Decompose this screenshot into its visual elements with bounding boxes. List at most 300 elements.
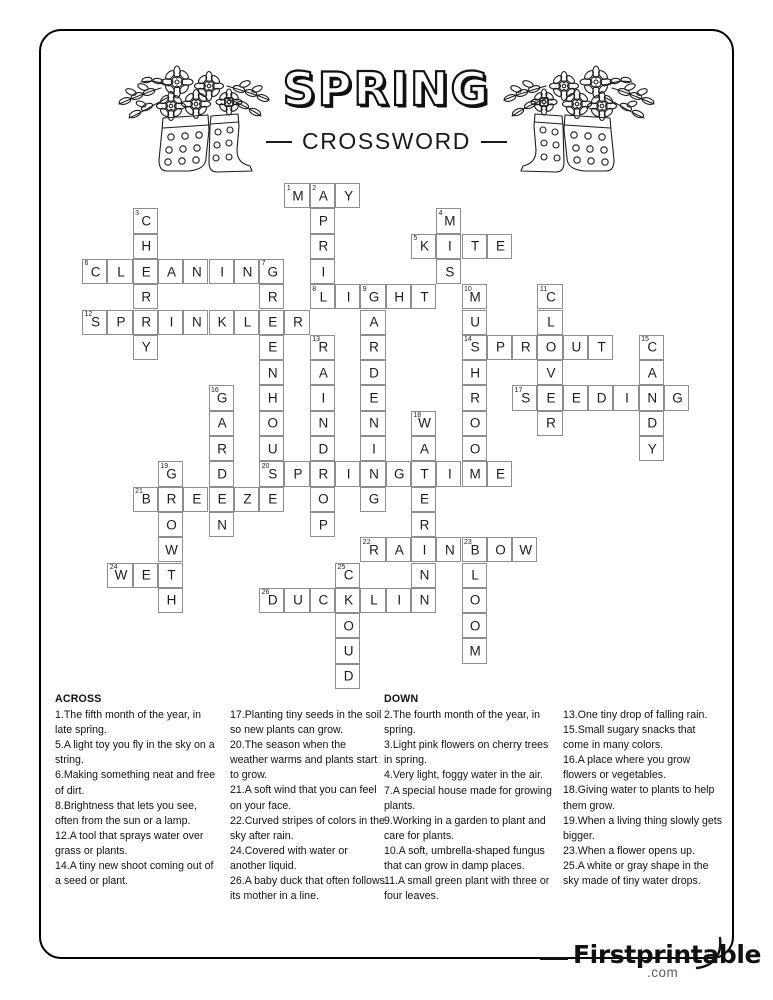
cell-letter: T	[597, 339, 606, 355]
grid-cell[interactable]	[234, 487, 259, 512]
grid-cell[interactable]	[462, 638, 487, 663]
cell-number: 16	[211, 386, 219, 394]
grid-cell[interactable]	[639, 411, 664, 436]
grid-cell[interactable]	[158, 537, 183, 562]
cell-letter: G	[368, 289, 380, 305]
grid-cell[interactable]	[411, 487, 436, 512]
cell-letter: N	[647, 390, 658, 406]
grid-cell[interactable]	[462, 234, 487, 259]
grid-cell[interactable]	[360, 588, 385, 613]
cell-letter: M	[469, 643, 481, 659]
grid-cell[interactable]	[335, 588, 360, 613]
grid-cell[interactable]	[487, 335, 512, 360]
clue-item: 19.When a living thing slowly gets bigger.	[563, 814, 722, 842]
clue-item: 2.The fourth month of the year, in spring.	[384, 709, 541, 737]
grid-cell[interactable]	[335, 563, 360, 588]
cell-letter: E	[546, 390, 556, 406]
cell-letter: G	[672, 390, 683, 406]
grid-cell[interactable]	[462, 310, 487, 335]
grid-cell[interactable]	[487, 537, 512, 562]
cell-letter: U	[293, 592, 303, 608]
cell-letter: W	[519, 542, 533, 558]
cell-letter: U	[343, 643, 354, 659]
grid-cell[interactable]	[664, 385, 689, 410]
grid-cell[interactable]	[82, 310, 107, 335]
cell-letter: O	[545, 339, 557, 355]
grid-cell[interactable]	[310, 436, 335, 461]
cell-letter: I	[321, 390, 326, 406]
grid-cell[interactable]	[537, 310, 562, 335]
cell-letter: G	[166, 466, 177, 482]
cell-letter: L	[117, 263, 125, 279]
grid-cell[interactable]	[209, 487, 234, 512]
cell-number: 26	[261, 589, 270, 597]
subtitle-row	[259, 128, 514, 155]
grid-cell[interactable]	[133, 259, 158, 284]
grid-cell[interactable]	[107, 259, 132, 284]
clue-item: 4.Very light, foggy water in the air.	[384, 769, 543, 782]
cell-letter: N	[191, 314, 202, 330]
grid-cell[interactable]	[462, 537, 487, 562]
cell-letter: I	[447, 466, 452, 482]
grid-cell[interactable]	[487, 461, 512, 486]
grid-cell[interactable]	[310, 335, 335, 360]
cell-letter: S	[445, 263, 455, 279]
grid-cell[interactable]	[158, 588, 183, 613]
grid-cell[interactable]	[259, 335, 284, 360]
grid-cell[interactable]	[310, 512, 335, 537]
grid-cell[interactable]	[259, 310, 284, 335]
grid-cell[interactable]	[284, 588, 309, 613]
cell-letter: N	[191, 263, 202, 279]
grid-cell[interactable]	[335, 638, 360, 663]
grid-cell[interactable]	[234, 310, 259, 335]
grid-cell[interactable]	[462, 360, 487, 385]
grid-cell[interactable]	[411, 537, 436, 562]
grid-cell[interactable]	[259, 588, 284, 613]
grid-cell[interactable]	[462, 284, 487, 309]
grid-cell[interactable]	[639, 335, 664, 360]
grid-cell[interactable]	[133, 208, 158, 233]
clue-item: 20.The season when the weather warms and plants start to grow.	[230, 739, 378, 782]
cell-letter: G	[368, 491, 380, 507]
cell-letter: N	[369, 466, 379, 482]
cell-letter: N	[217, 516, 228, 532]
cell-letter: L	[547, 314, 555, 330]
cell-letter: E	[495, 238, 505, 254]
cell-number: 12	[84, 311, 93, 318]
grid-cell[interactable]	[209, 461, 234, 486]
cell-letter: N	[318, 415, 329, 431]
grid-cell[interactable]	[639, 436, 664, 461]
rule-left	[266, 141, 292, 143]
grid-cell[interactable]	[209, 310, 234, 335]
down-heading: DOWN	[384, 693, 419, 705]
cell-letter: M	[469, 466, 481, 482]
grid-cell[interactable]	[537, 284, 562, 309]
grid-cell[interactable]	[360, 487, 385, 512]
grid-cell[interactable]	[360, 537, 385, 562]
across-clues-column-1	[55, 692, 217, 889]
cell-letter: R	[141, 314, 152, 330]
cell-letter: R	[369, 339, 379, 355]
grid-cell[interactable]	[158, 487, 183, 512]
grid-cell[interactable]	[310, 259, 335, 284]
cell-number: 24	[109, 564, 118, 571]
grid-cell[interactable]	[310, 461, 335, 486]
grid-cell[interactable]	[411, 284, 436, 309]
cell-letter: K	[217, 314, 227, 330]
worksheet-header	[39, 48, 734, 173]
cell-letter: H	[166, 592, 177, 608]
grid-cell[interactable]	[436, 537, 461, 562]
cell-letter: O	[343, 617, 354, 633]
cell-number: 6	[84, 260, 89, 268]
cell-letter: B	[470, 542, 480, 558]
cell-letter: N	[369, 415, 379, 431]
cell-number: 22	[362, 538, 371, 546]
cell-number: 14	[464, 336, 472, 344]
grid-cell[interactable]	[335, 284, 360, 309]
down-clues-column-2	[563, 692, 723, 889]
cell-letter: A	[420, 440, 430, 456]
clue-item: 12.A tool that sprays water over grass or plants.	[55, 829, 204, 857]
grid-cell[interactable]	[537, 411, 562, 436]
grid-cell[interactable]	[209, 385, 234, 410]
cell-letter: I	[422, 542, 427, 558]
cell-letter: N	[419, 567, 430, 583]
cell-number: 1	[286, 184, 291, 192]
grid-cell[interactable]	[386, 588, 411, 613]
grid-cell[interactable]	[158, 512, 183, 537]
cell-number: 25	[337, 564, 346, 571]
cell-letter: I	[397, 592, 402, 608]
cell-letter: M	[469, 289, 481, 305]
cell-letter: N	[267, 364, 278, 380]
grid-cell[interactable]	[563, 385, 588, 410]
cell-letter: C	[318, 592, 329, 608]
cell-letter: O	[166, 516, 177, 532]
grid-cell[interactable]	[462, 613, 487, 638]
cell-letter: A	[167, 263, 177, 279]
grid-cell[interactable]	[284, 310, 309, 335]
cell-letter: O	[495, 542, 506, 558]
cell-letter: U	[267, 440, 278, 456]
cell-number: 21	[135, 488, 143, 496]
page-title: SPRING	[282, 62, 491, 116]
grid-cell[interactable]	[537, 335, 562, 360]
cell-letter: E	[268, 339, 278, 355]
cell-letter: E	[192, 491, 202, 507]
grid-cell[interactable]	[462, 385, 487, 410]
grid-cell[interactable]	[537, 385, 562, 410]
cell-letter: R	[318, 238, 329, 254]
cell-letter: N	[419, 592, 430, 608]
cell-letter: C	[343, 567, 354, 583]
grid-cell[interactable]	[360, 436, 385, 461]
across-clues-column-2	[230, 692, 385, 904]
cell-letter: R	[166, 491, 177, 507]
cell-letter: S	[91, 314, 101, 330]
cell-letter: N	[444, 542, 455, 558]
clue-item: 16.A place where you grow flowers or vegetables.	[563, 754, 691, 782]
cell-letter: O	[469, 415, 481, 431]
grid-cell[interactable]	[588, 385, 613, 410]
grid-cell[interactable]	[360, 385, 385, 410]
grid-cell[interactable]	[436, 234, 461, 259]
grid-cell[interactable]	[284, 183, 309, 208]
clue-item: 22.Curved stripes of colors in the sky after rain.	[230, 814, 385, 842]
grid-cell[interactable]	[360, 310, 385, 335]
cell-letter: W	[418, 415, 431, 431]
grid-cell[interactable]	[234, 259, 259, 284]
grid-cell[interactable]	[462, 563, 487, 588]
cell-letter: P	[318, 516, 328, 532]
grid-cell[interactable]	[209, 512, 234, 537]
grid-cell[interactable]	[411, 436, 436, 461]
grid-cell[interactable]	[487, 234, 512, 259]
grid-cell[interactable]	[512, 537, 537, 562]
cell-letter: D	[343, 668, 354, 684]
rain-boots-flowers-icon	[111, 52, 276, 174]
grid-cell[interactable]	[259, 436, 284, 461]
cell-letter: A	[394, 542, 404, 558]
cell-letter: E	[141, 263, 151, 279]
cell-letter: D	[267, 592, 278, 608]
heading-spacer	[563, 692, 723, 708]
cell-letter: H	[394, 289, 405, 305]
grid-cell[interactable]	[537, 360, 562, 385]
grid-cell[interactable]	[335, 613, 360, 638]
grid-cell[interactable]	[462, 411, 487, 436]
grid-cell[interactable]	[588, 335, 613, 360]
cell-letter: I	[220, 263, 225, 279]
grid-cell[interactable]	[462, 436, 487, 461]
cell-letter: O	[469, 592, 481, 608]
cell-number: 15	[641, 336, 649, 344]
clue-item: 3.Light pink flowers on cherry trees in spring.	[384, 739, 549, 767]
cell-number: 11	[539, 285, 548, 293]
cell-letter: D	[596, 390, 607, 406]
grid-cell[interactable]	[411, 234, 436, 259]
clue-item: 23.When a flower opens up.	[563, 844, 695, 857]
grid-cell[interactable]	[259, 461, 284, 486]
grid-cell[interactable]	[133, 335, 158, 360]
grid-cell[interactable]	[133, 310, 158, 335]
grid-cell[interactable]	[411, 461, 436, 486]
grid-cell[interactable]	[386, 284, 411, 309]
grid-cell[interactable]	[310, 284, 335, 309]
crossword-grid[interactable]	[82, 183, 692, 693]
grid-cell[interactable]	[259, 259, 284, 284]
page-subtitle: CROSSWORD	[301, 128, 471, 154]
grid-cell[interactable]	[259, 360, 284, 385]
grid-cell[interactable]	[335, 664, 360, 689]
clue-item: 21.A soft wind that you can feel on your face.	[230, 784, 377, 812]
cell-letter: C	[90, 263, 101, 279]
cell-letter: R	[470, 390, 481, 406]
cell-letter: A	[369, 314, 379, 330]
cell-letter: M	[292, 187, 304, 203]
grid-cell[interactable]	[310, 487, 335, 512]
grid-cell[interactable]	[462, 335, 487, 360]
brand-name: Firstprintable	[573, 940, 762, 969]
grid-cell[interactable]	[639, 360, 664, 385]
cell-letter: E	[141, 567, 151, 583]
grid-cell[interactable]	[82, 259, 107, 284]
cell-letter: S	[470, 339, 480, 355]
cell-letter: G	[216, 390, 228, 406]
cell-letter: L	[319, 289, 328, 305]
cell-letter: R	[293, 314, 303, 330]
grid-cell[interactable]	[512, 385, 537, 410]
cell-number: 7	[261, 260, 266, 268]
grid-cell[interactable]	[310, 360, 335, 385]
grid-cell[interactable]	[310, 208, 335, 233]
cell-letter: E	[420, 491, 430, 507]
rule-right	[481, 141, 507, 143]
grid-cell[interactable]	[436, 208, 461, 233]
grid-cell[interactable]	[133, 234, 158, 259]
cell-letter: W	[114, 567, 128, 583]
grid-cell[interactable]	[183, 259, 208, 284]
cell-letter: O	[267, 415, 278, 431]
grid-cell[interactable]	[335, 183, 360, 208]
cell-letter: P	[495, 339, 505, 355]
cell-letter: S	[521, 390, 531, 406]
grid-cell[interactable]	[411, 411, 436, 436]
grid-cell[interactable]	[107, 563, 132, 588]
cell-letter: K	[420, 238, 430, 254]
grid-cell[interactable]	[107, 310, 132, 335]
grid-cell[interactable]	[310, 385, 335, 410]
cell-letter: S	[268, 466, 278, 482]
grid-cell[interactable]	[462, 588, 487, 613]
cell-number: 19	[160, 462, 169, 470]
grid-cell[interactable]	[259, 487, 284, 512]
grid-cell[interactable]	[639, 385, 664, 410]
grid-cell[interactable]	[360, 360, 385, 385]
grid-cell[interactable]	[360, 461, 385, 486]
cell-letter: R	[546, 415, 556, 431]
grid-cell[interactable]	[360, 335, 385, 360]
cell-letter: I	[346, 289, 351, 305]
grid-cell[interactable]	[133, 284, 158, 309]
grid-cell[interactable]	[462, 461, 487, 486]
grid-cell[interactable]	[310, 234, 335, 259]
cell-letter: R	[318, 339, 329, 355]
grid-cell[interactable]	[259, 385, 284, 410]
grid-cell[interactable]	[335, 461, 360, 486]
grid-cell[interactable]	[310, 183, 335, 208]
grid-cell[interactable]	[158, 563, 183, 588]
cell-letter: O	[469, 440, 481, 456]
cell-letter: T	[420, 466, 429, 482]
cell-letter: B	[141, 491, 151, 507]
grid-cell[interactable]	[563, 335, 588, 360]
cell-letter: V	[546, 364, 556, 380]
cell-letter: H	[141, 238, 152, 254]
cell-letter: K	[344, 592, 354, 608]
grid-cell[interactable]	[209, 259, 234, 284]
grid-cell[interactable]	[133, 563, 158, 588]
cell-letter: A	[318, 187, 328, 203]
cell-letter: H	[470, 364, 481, 380]
cell-number: 9	[362, 285, 367, 293]
down-clues-column-1	[384, 692, 556, 904]
cell-number: 17	[514, 386, 523, 394]
grid-cell[interactable]	[158, 259, 183, 284]
cell-letter: A	[318, 364, 328, 380]
grid-cell[interactable]	[284, 461, 309, 486]
cell-letter: R	[520, 339, 531, 355]
grid-cell[interactable]	[360, 411, 385, 436]
grid-cell[interactable]	[436, 259, 461, 284]
grid-cell[interactable]	[436, 461, 461, 486]
grid-cell[interactable]	[183, 487, 208, 512]
cell-number: 2	[312, 184, 317, 192]
cell-letter: I	[625, 390, 629, 406]
grid-cell[interactable]	[158, 461, 183, 486]
clue-item: 14.A tiny new shoot coming out of a seed or plant.	[55, 860, 214, 888]
cell-letter: E	[217, 491, 227, 507]
grid-cell[interactable]	[411, 563, 436, 588]
grid-cell[interactable]	[158, 310, 183, 335]
grid-cell[interactable]	[209, 436, 234, 461]
across-heading: ACROSS	[55, 693, 102, 705]
footer-logo[interactable]	[480, 934, 762, 986]
cell-letter: R	[141, 289, 152, 305]
clue-item: 13.One tiny drop of falling rain.	[563, 709, 708, 721]
cell-number: 18	[413, 412, 422, 420]
grid-cell[interactable]	[512, 335, 537, 360]
grid-cell[interactable]	[259, 411, 284, 436]
cell-letter: R	[419, 516, 430, 532]
grid-cell[interactable]	[310, 411, 335, 436]
cell-letter: I	[447, 238, 452, 254]
cell-number: 4	[438, 209, 443, 217]
cell-letter: E	[571, 390, 581, 406]
clue-item: 8.Brightness that lets you see, often from the sun or a lamp.	[55, 799, 197, 827]
cell-letter: Y	[141, 339, 151, 355]
brand-tld: .com	[647, 965, 679, 980]
cell-letter: M	[444, 213, 456, 229]
grid-cell[interactable]	[411, 588, 436, 613]
cell-letter: D	[217, 466, 228, 482]
cell-letter: O	[318, 491, 329, 507]
cell-letter: I	[321, 263, 326, 279]
grid-cell[interactable]	[386, 461, 411, 486]
grid-cell[interactable]	[209, 411, 234, 436]
grid-cell[interactable]	[360, 284, 385, 309]
cell-letter: D	[318, 440, 329, 456]
grid-cell[interactable]	[411, 512, 436, 537]
cell-letter: P	[116, 314, 126, 330]
clue-item: 15.Small sugary snacks that come in many colors.	[563, 724, 696, 752]
cell-letter: W	[165, 542, 178, 558]
clue-item: 1.The fifth month of the year, in late spring.	[55, 709, 202, 737]
grid-cell[interactable]	[613, 385, 638, 410]
cell-letter: A	[647, 364, 657, 380]
clue-item: 5.A light toy you fly in the sky on a string.	[55, 739, 215, 767]
grid-cell[interactable]	[183, 310, 208, 335]
grid-cell[interactable]	[259, 284, 284, 309]
grid-cell[interactable]	[133, 487, 158, 512]
cell-letter: E	[268, 314, 278, 330]
cell-letter: P	[293, 466, 303, 482]
grid-cell[interactable]	[310, 588, 335, 613]
grid-cell[interactable]	[386, 537, 411, 562]
